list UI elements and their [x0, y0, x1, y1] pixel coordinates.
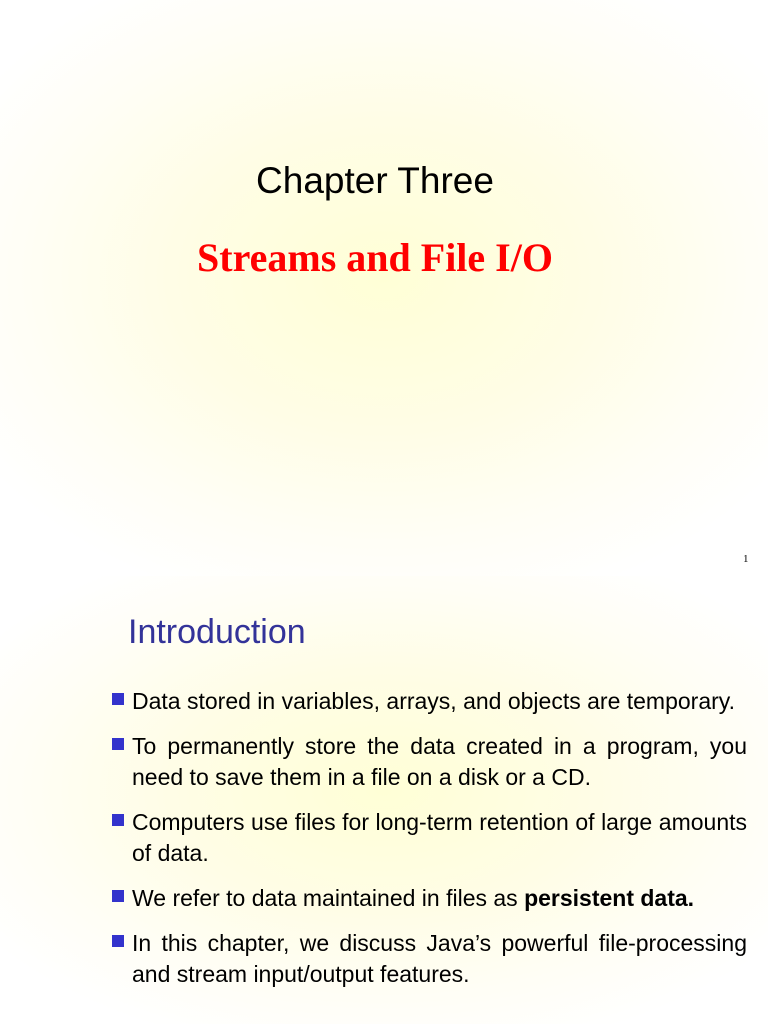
- blue-square-bullet-icon: [112, 935, 124, 947]
- bullet-text: Computers use files for long-term retention of large amounts of data.: [132, 809, 747, 866]
- blue-square-bullet-icon: [112, 890, 124, 902]
- bullet-item: [110, 928, 747, 990]
- chapter-label: Chapter Three: [256, 160, 494, 201]
- chapter-title: Streams and File I/O: [197, 235, 553, 280]
- bullet-item: [110, 807, 747, 869]
- bullet-item: [110, 883, 747, 914]
- bullet-text: [132, 883, 747, 914]
- slide-heading: Introduction: [128, 613, 306, 651]
- bullet-item: [110, 731, 747, 793]
- blue-square-bullet-icon: [112, 738, 124, 750]
- bullet-item: [110, 686, 747, 717]
- slide-number: 1: [743, 553, 749, 565]
- bullet-text-bold: persistent data.: [524, 885, 695, 911]
- bullet-text: In this chapter, we discuss Java’s powerful file-processing and stream input/output features.: [132, 930, 747, 987]
- blue-square-bullet-icon: [112, 693, 124, 705]
- bullet-text: Data stored in variables, arrays, and objects are temporary.: [132, 688, 735, 714]
- bullet-list: [110, 686, 747, 1004]
- bullet-text-plain: We refer to data maintained in files as: [132, 885, 525, 911]
- bullet-text: To permanently store the data created in a program, you need to save them in a file on a disk or a CD.: [132, 733, 747, 790]
- blue-square-bullet-icon: [112, 814, 124, 826]
- slide-introduction: [0, 576, 768, 1024]
